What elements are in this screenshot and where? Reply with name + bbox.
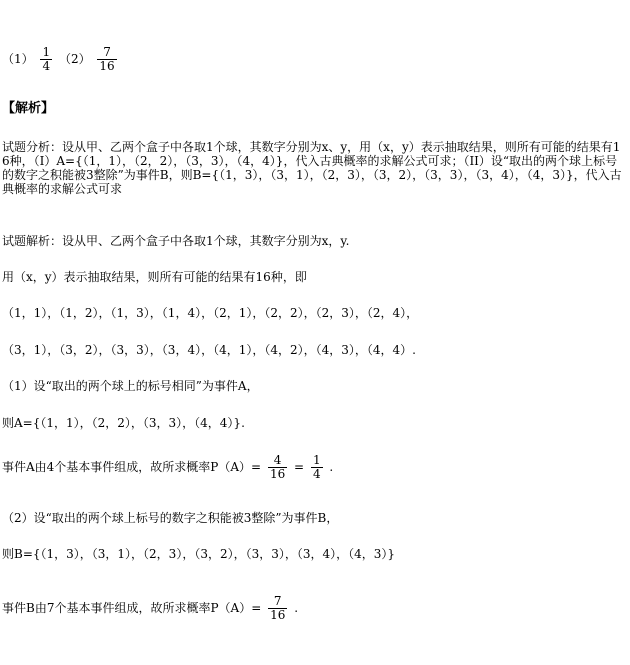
fraction-numerator: 1 <box>42 45 51 59</box>
analysis-paragraph: 试题分析：设从甲、乙两个盒子中各取1个球，其数字分别为x、y，用（x，y）表示抽取结果，则所有可能的结果有16种，（I）A={（1，1），（2，2），（3，3），（4，4）}，代入古典概率的求解公式可求；（II）设“取出的两个球上标号的数字之积能被3整除”为事件B，则B={（1，3），（3，1），（2，3），（3，2），（3，3），（3，4），（4，3）}，代入古典概率的求解公式可求 <box>2 140 622 196</box>
fraction-denominator: 16 <box>269 467 286 481</box>
answer-part2-fraction <box>97 46 116 73</box>
all-results-intro: 用（x，y）表示抽取结果，则所有可能的结果有16种，即 <box>2 270 307 284</box>
fraction-numerator: 1 <box>312 453 321 467</box>
part1-fraction-simplified <box>311 454 323 481</box>
fraction-numerator: 7 <box>103 45 111 59</box>
fraction-numerator: 4 <box>273 453 282 467</box>
results-row-2: （3，1），（3，2），（3，3），（3，4），（4，1），（4，2），（4，3），（4，4）. <box>2 343 416 357</box>
part1-fraction-raw <box>268 454 287 481</box>
part2-event-definition: （2）设“取出的两个球上标号的数字之积能被3整除”为事件B， <box>2 511 339 525</box>
part1-event-definition: （1）设“取出的两个球上的标号相同”为事件A， <box>2 379 259 393</box>
part1-event-set: 则A={（1，1），（2，2），（3，3），（4，4）}. <box>2 416 245 430</box>
sentence-end-period: . <box>294 601 299 615</box>
part2-conclusion <box>2 595 298 622</box>
answer-part1-fraction <box>40 46 52 73</box>
part2-conclusion-text: 事件B由7个基本事件组成，故所求概率P（A）= <box>2 601 262 615</box>
fraction-numerator: 7 <box>273 594 282 608</box>
equals-sign: = <box>294 460 305 474</box>
answer-line <box>2 46 120 73</box>
analysis-header: 【解析】 <box>2 101 55 116</box>
part2-event-set: 则B={（1，3），（3，1），（2，3），（3，2），（3，3），（3，4），（4，3）} <box>2 547 396 561</box>
fraction-denominator: 16 <box>99 59 115 73</box>
answer-part2-label: （2） <box>58 52 91 66</box>
results-row-1: （1，1），（1，2），（1，3），（1，4），（2，1），（2，2），（2，3），（2，4）， <box>2 306 419 320</box>
solution-intro: 试题解析：设从甲、乙两个盒子中各取1个球，其数字分别为x，y. <box>2 234 350 248</box>
sentence-end-period: . <box>329 460 334 474</box>
part2-fraction <box>268 595 287 622</box>
answer-part1-label: （1） <box>2 52 34 66</box>
part1-conclusion <box>2 454 333 481</box>
part1-conclusion-text: 事件A由4个基本事件组成，故所求概率P（A）= <box>2 460 262 474</box>
fraction-denominator: 16 <box>270 608 286 622</box>
fraction-denominator: 4 <box>312 467 321 481</box>
fraction-denominator: 4 <box>42 59 51 73</box>
